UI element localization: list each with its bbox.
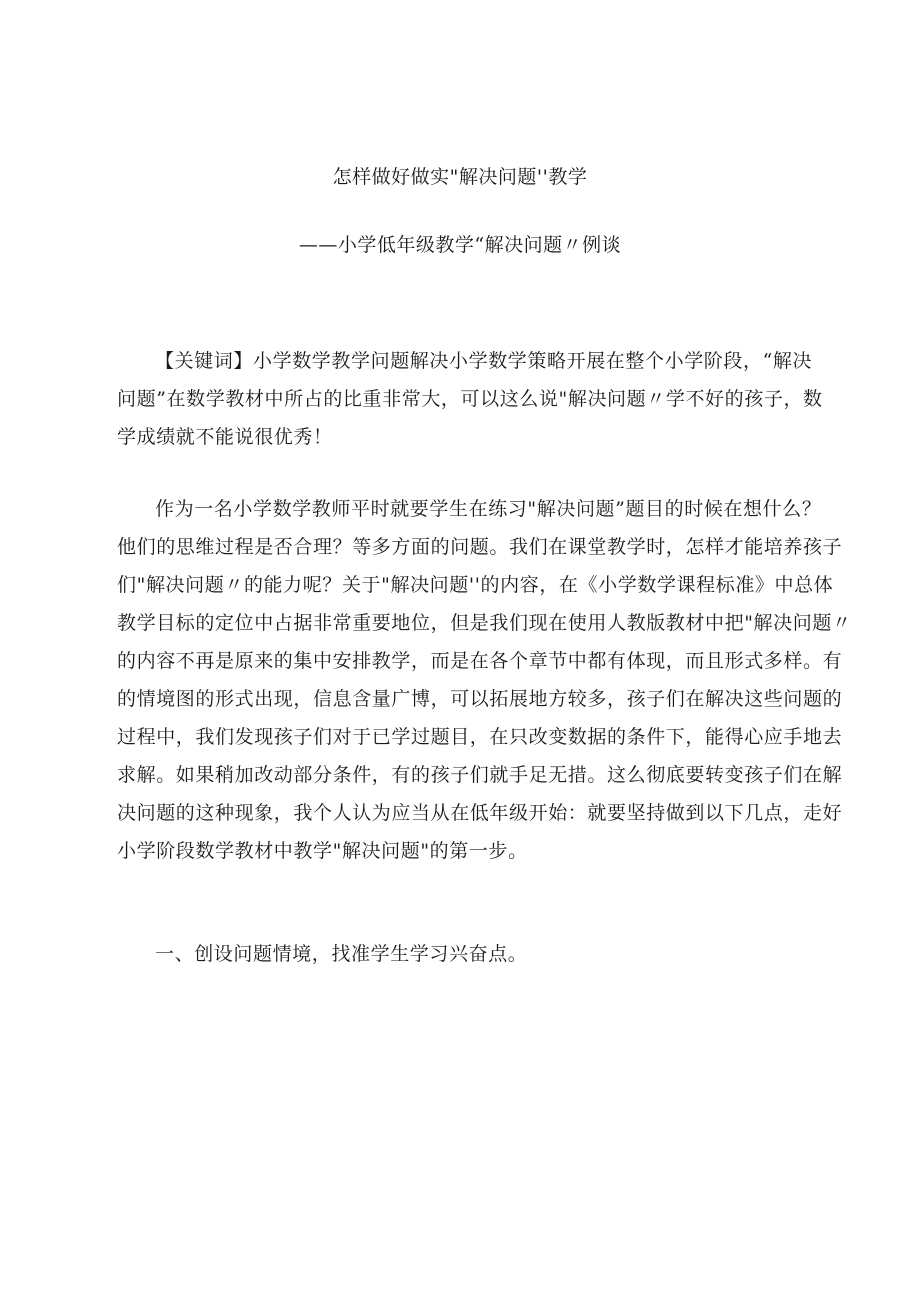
body-line: 过程中，我们发现孩子们对于已学过题目，在只改变数据的条件下，能得心应手地去 (117, 726, 843, 748)
section-heading (117, 935, 807, 973)
body-line: 教学目标的定位中占据非常重要地位，但是我们现在使用人教版教材中把"解决问题〃 (117, 612, 852, 634)
body-line: 求解。如果稍加改动部分条件，有的孩子们就手足无措。这么彻底要转变孩子们在解 (117, 764, 843, 786)
document-subtitle: ——小学低年级教学“解决问题〃例谈 (298, 234, 622, 256)
keywords-line: 问题”在数学教材中所占的比重非常大，可以这么说"解决问题〃学不好的孩子，数 (117, 388, 823, 410)
body-line: 决问题的这种现象，我个人认为应当从在低年级开始：就要坚持做到以下几点，走好 (117, 802, 843, 824)
body-line: 他们的思维过程是否合理？等多方面的问题。我们在课堂教学时，怎样才能培养孩子 (117, 536, 843, 558)
body-paragraph (117, 490, 852, 870)
body-line: 的情境图的形式出现，信息含量广博，可以拓展地方较多，孩子们在解决这些问题的 (117, 688, 843, 710)
body-line: 作为一名小学数学教师平时就要学生在练习"解决问题”题目的时候在想什么？ (155, 498, 822, 520)
keywords-line: 【关键词】小学数学教学问题解决小学数学策略开展在整个小学阶段，“解决 (155, 350, 813, 372)
body-line: 的内容不再是原来的集中安排教学，而是在各个章节中都有体现，而且形式多样。有 (117, 650, 843, 672)
body-line: 小学阶段数学教材中教学"解决问题"的第一步。 (117, 840, 528, 862)
keywords-line: 学成绩就不能说很优秀！ (117, 426, 333, 448)
body-line: 们"解决问题〃的能力呢？关于"解决问题''的内容，在《小学数学课程标准》中总体 (117, 574, 834, 596)
section-heading-text: 一、创设问题情境，找准学生学习兴奋点。 (155, 943, 528, 965)
keywords-paragraph (117, 342, 823, 456)
document-title: 怎样做好做实"解决问题''教学 (332, 166, 588, 188)
